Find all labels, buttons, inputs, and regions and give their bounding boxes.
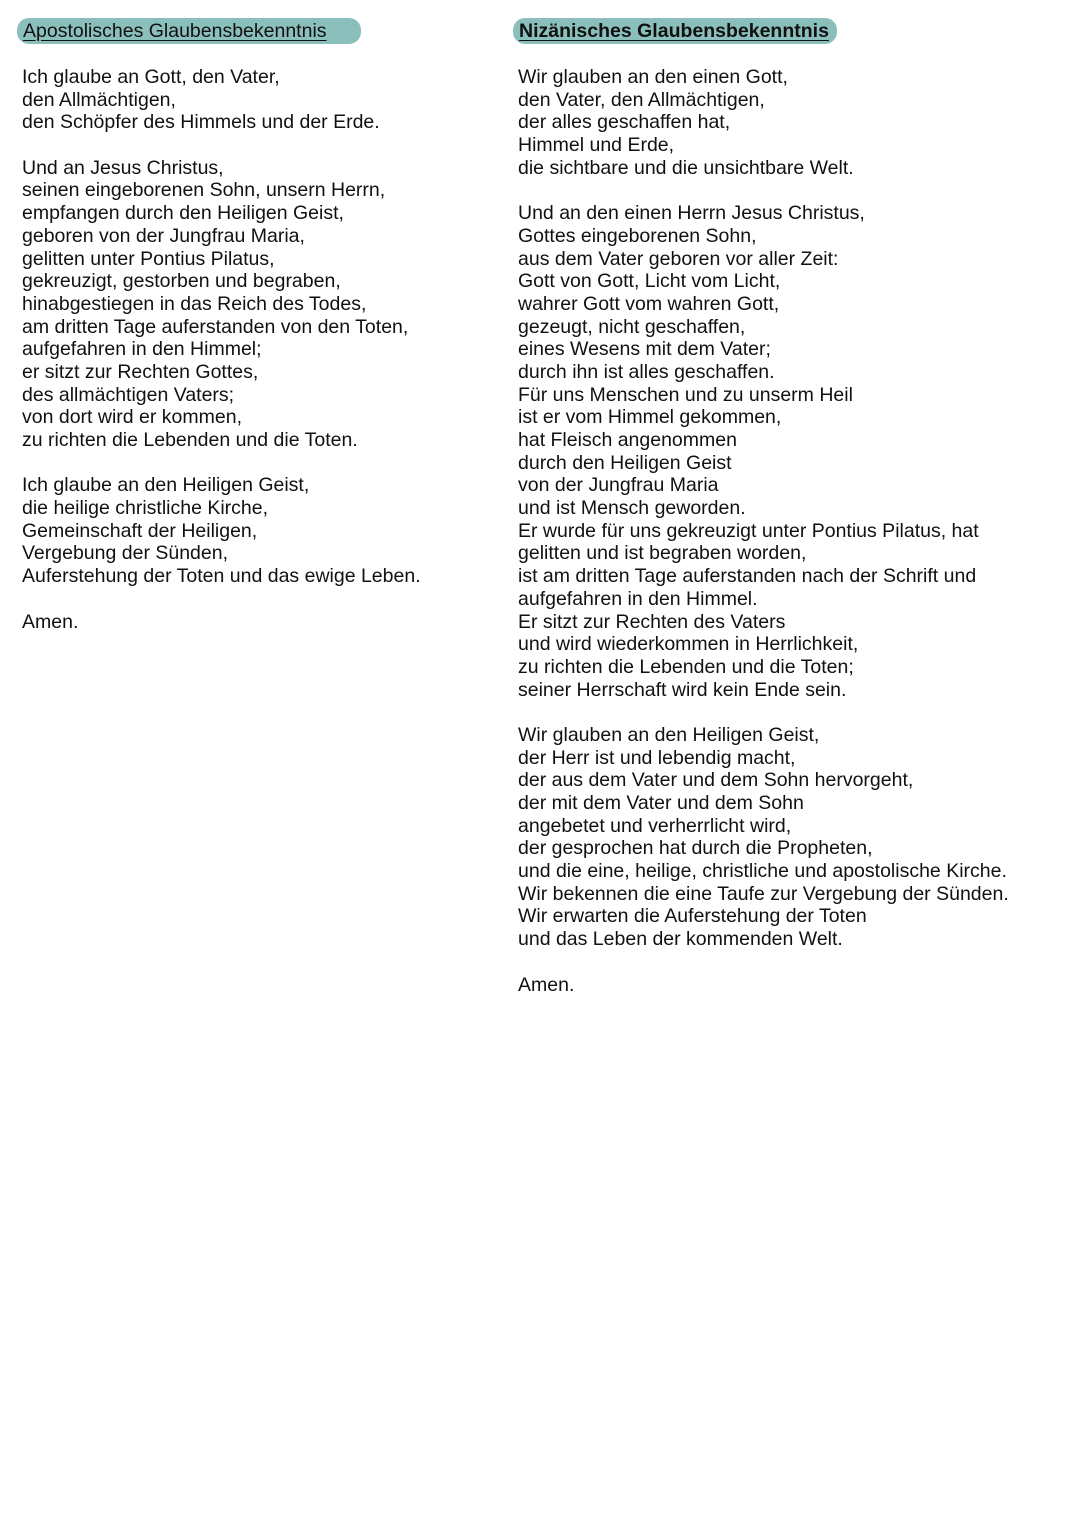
text-line: Amen. <box>518 973 575 996</box>
text-line: durch den Heiligen Geist <box>518 451 732 474</box>
stanza <box>22 157 487 452</box>
text-line: durch ihn ist alles geschaffen. <box>518 360 775 383</box>
text-line: aus dem Vater geboren vor aller Zeit: <box>518 247 839 270</box>
nicene-creed-column <box>513 18 1073 1019</box>
text-line: wahrer Gott vom wahren Gott, <box>518 292 780 315</box>
stanza <box>22 611 487 634</box>
text-line: und das Leben der kommenden Welt. <box>518 928 843 951</box>
text-line: zu richten die Lebenden und die Toten. <box>22 429 358 451</box>
text-line: Er sitzt zur Rechten des Vaters <box>518 610 786 633</box>
text-line: die sichtbare und die unsichtbare Welt. <box>518 156 854 179</box>
text-line: Er wurde für uns gekreuzigt unter Pontius Pilatus, hat <box>518 519 979 542</box>
text-line: gezeugt, nicht geschaffen, <box>518 315 746 338</box>
text-line: Amen. <box>22 610 79 633</box>
text-line: der mit dem Vater und dem Sohn <box>518 792 804 814</box>
text-line: der Herr ist und lebendig macht, <box>518 746 796 769</box>
stanza <box>22 474 487 587</box>
text-line: Wir glauben an den Heiligen Geist, <box>518 723 820 746</box>
text-line: Und an den einen Herrn Jesus Christus, <box>518 202 865 225</box>
text-line: hinabgestiegen in das Reich des Todes, <box>22 292 367 315</box>
text-line: Gottes eingeborenen Sohn, <box>518 224 757 247</box>
stanza <box>22 66 487 134</box>
text-line: den Vater, den Allmächtigen, <box>518 88 765 111</box>
text-line: der aus dem Vater und dem Sohn hervorgeht, <box>518 769 914 792</box>
apostolic-creed-column <box>17 18 487 656</box>
text-line: Himmel und Erde, <box>518 134 675 157</box>
text-line: Ich glaube an Gott, den Vater, <box>22 66 280 88</box>
text-line: aufgefahren in den Himmel. <box>518 587 758 610</box>
text-line: Gemeinschaft der Heiligen, <box>22 519 258 542</box>
text-line: Für uns Menschen und zu unserm Heil <box>518 383 853 406</box>
text-line: von dort wird er kommen, <box>22 406 242 429</box>
text-line: gelitten unter Pontius Pilatus, <box>22 247 275 270</box>
text-line: von der Jungfrau Maria <box>518 474 719 497</box>
text-line: Wir bekennen die eine Taufe zur Vergebung der Sünden. <box>518 882 1009 905</box>
text-line: eines Wesens mit dem Vater; <box>518 338 771 361</box>
text-line: Auferstehung der Toten und das ewige Leben. <box>22 565 421 588</box>
apostolic-creed-text <box>17 66 487 633</box>
apostolic-creed-title: Apostolisches Glaubensbekenntnis <box>17 18 361 44</box>
text-line: Gott von Gott, Licht vom Licht, <box>518 270 781 293</box>
text-line: den Allmächtigen, <box>22 88 176 111</box>
text-line: ist am dritten Tage auferstanden nach der Schrift und <box>518 565 977 588</box>
nicene-creed-title: Nizänisches Glaubensbekenntnis <box>513 18 837 44</box>
nicene-creed-text <box>513 66 1073 996</box>
stanza <box>518 724 1073 951</box>
text-line: den Schöpfer des Himmels und der Erde. <box>22 111 380 134</box>
text-line: und wird wiederkommen in Herrlichkeit, <box>518 633 859 656</box>
text-line: und ist Mensch geworden. <box>518 497 746 520</box>
stanza <box>518 66 1073 179</box>
text-line: er sitzt zur Rechten Gottes, <box>22 360 259 383</box>
text-line: Wir erwarten die Auferstehung der Toten <box>518 905 867 928</box>
text-line: geboren von der Jungfrau Maria, <box>22 224 305 247</box>
text-line: der gesprochen hat durch die Propheten, <box>518 837 873 860</box>
text-line: des allmächtigen Vaters; <box>22 383 235 406</box>
text-line: Wir glauben an den einen Gott, <box>518 66 788 88</box>
text-line: gekreuzigt, gestorben und begraben, <box>22 270 341 293</box>
text-line: Vergebung der Sünden, <box>22 542 229 565</box>
text-line: seiner Herrschaft wird kein Ende sein. <box>518 678 847 701</box>
text-line: der alles geschaffen hat, <box>518 111 731 134</box>
text-line: angebetet und verherrlicht wird, <box>518 814 792 837</box>
text-line: hat Fleisch angenommen <box>518 429 737 451</box>
text-line: aufgefahren in den Himmel; <box>22 338 262 361</box>
stanza <box>518 974 1073 997</box>
text-line: empfangen durch den Heiligen Geist, <box>22 202 344 225</box>
text-line: Und an Jesus Christus, <box>22 156 224 179</box>
text-line: gelitten und ist begraben worden, <box>518 542 807 565</box>
text-line: ist er vom Himmel gekommen, <box>518 406 782 429</box>
text-line: zu richten die Lebenden und die Toten; <box>518 655 854 678</box>
text-line: Ich glaube an den Heiligen Geist, <box>22 474 310 497</box>
text-line: und die eine, heilige, christliche und apostolische Kirche. <box>518 860 1007 883</box>
text-line: seinen eingeborenen Sohn, unsern Herrn, <box>22 179 386 202</box>
text-line: am dritten Tage auferstanden von den Toten, <box>22 315 409 338</box>
stanza <box>518 202 1073 701</box>
text-line: die heilige christliche Kirche, <box>22 497 269 520</box>
